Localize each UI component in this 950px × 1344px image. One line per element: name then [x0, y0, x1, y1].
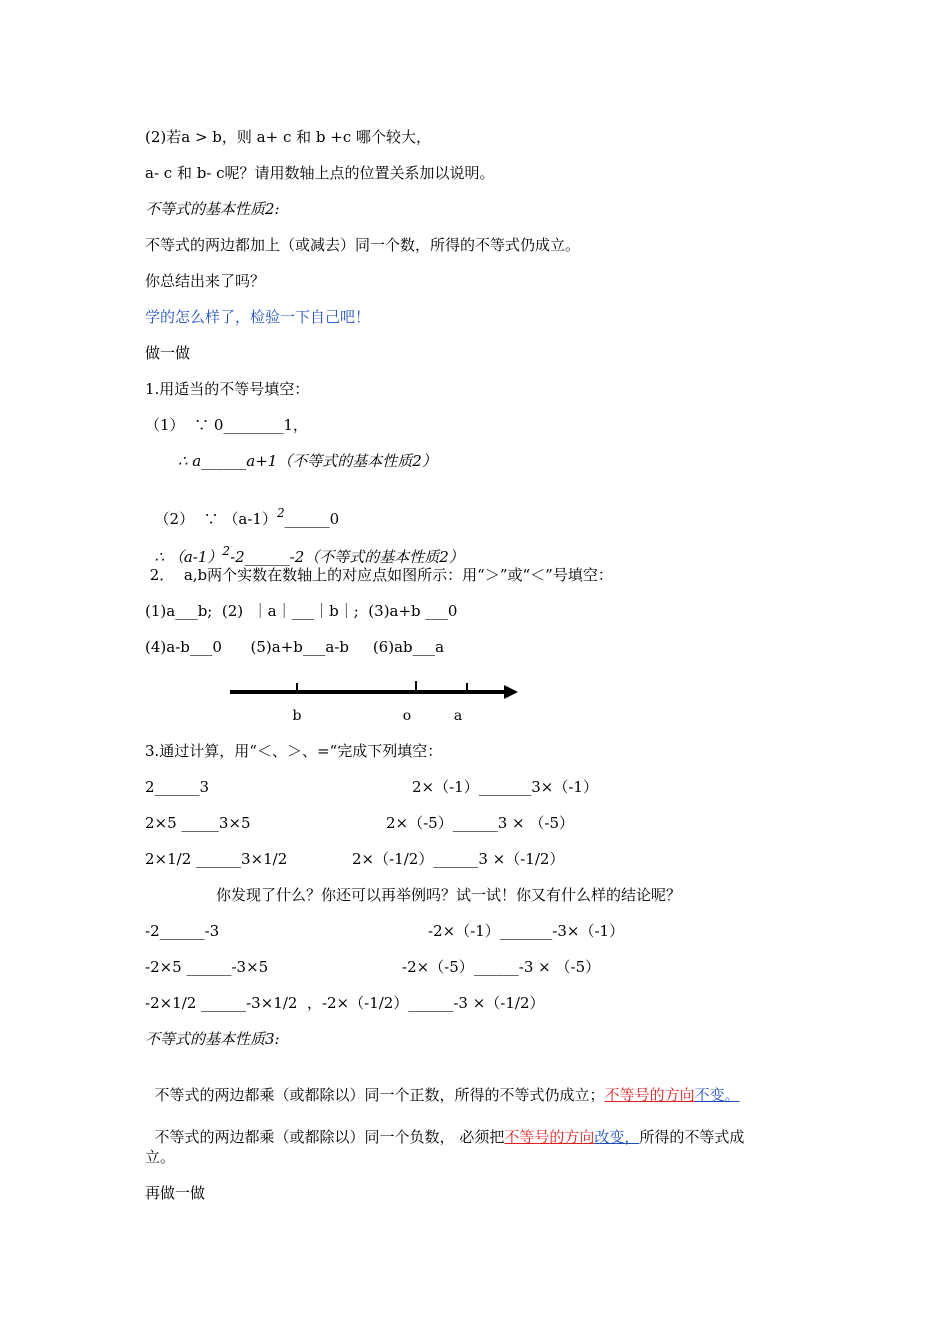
property-3-positive-highlight-red: 不等号的方向 [604, 1086, 695, 1104]
question-2-line2: a- c 和 b- c呢？请用数轴上点的位置关系加以说明。 [145, 164, 495, 182]
number-line-arrow [504, 685, 518, 699]
exercise-3-r5-left: -2×5 ______-3×5 [145, 958, 269, 976]
self-check-prompt: 学的怎么样了，检验一下自己吧！ [145, 308, 371, 326]
exercise-1-item-1-conclusion: ∴ a______a+1（不等式的基本性质2） [178, 452, 437, 470]
exercise-3-r1-right: 2×（-1）_______3×（-1） [412, 778, 598, 796]
conclusion-end: -2______-2（不等式的基本性质2） [230, 548, 464, 566]
exercise-1-item-2-end: ______0 [284, 510, 340, 528]
section-heading-practice-again: 再做一做 [145, 1184, 206, 1202]
property-3-positive-text: 不等式的两边都乘（或都除以）同一个正数，所得的不等式仍成立； [154, 1086, 605, 1104]
exercise-3-r4-left: -2______-3 [145, 922, 220, 940]
property-3-positive [145, 1065, 740, 1105]
label-a: a [453, 708, 463, 724]
section-heading-practice: 做一做 [145, 344, 191, 362]
property-2-title: 不等式的基本性质2: [145, 200, 280, 218]
property-3-negative-text-end: 所得的不等式成 [639, 1128, 745, 1146]
discovery-question: 你发现了什么？你还可以再举例吗？试一试！你又有什么样的结论呢？ [216, 886, 682, 904]
exercise-2-row-1: (1)a___b; (2) ｜a｜___｜b｜; (3)a+b ___0 [145, 602, 458, 620]
property-3-negative-highlight-red: 不等号的方向 [504, 1128, 595, 1146]
exponent: 2 [222, 544, 231, 558]
property-3-positive-highlight-blue: 不变。 [694, 1086, 740, 1104]
exercise-3-r4-right: -2×（-1）_______-3×（-1） [428, 922, 625, 940]
question-2-line1: (2)若a > b，则 a+ c 和 b +c 哪个较大， [145, 128, 431, 146]
conclusion-start: ∴ （a-1） [154, 548, 223, 566]
property-2-text: 不等式的两边都加上（或减去）同一个数，所得的不等式仍成立。 [145, 236, 581, 254]
exercise-3-r6: -2×1/2 ______-3×1/2 ，-2×（-1/2）______-3 ×（-1/2） [145, 994, 545, 1012]
property-3-negative [145, 1107, 744, 1147]
exercise-2-row-2: (4)a-b___0 (5)a+b___a-b (6)ab___a [145, 638, 445, 656]
exercise-1-item-1: （1） ∵ 0________1， [145, 416, 308, 434]
exercise-3-r1-left: 2______3 [145, 778, 210, 796]
exercise-3-r3-left: 2×1/2 ______3×1/2 [145, 850, 288, 868]
label-o: o [402, 708, 412, 724]
exercise-3-r5-right: -2×（-5）______-3 × （-5） [402, 958, 601, 976]
exercise-1-item-2-start: （2） ∵ （a-1） [154, 510, 277, 528]
property-3-negative-cont: 立。 [145, 1148, 176, 1166]
exercise-1-title: 1.用适当的不等号填空： [145, 380, 310, 398]
exercise-2-title: 2． a,b两个实数在数轴上的对应点如图所示：用“＞”或“＜”号填空： [145, 566, 613, 584]
summary-question: 你总结出来了吗？ [145, 272, 266, 290]
exercise-3-r2-left: 2×5 _____3×5 [145, 814, 251, 832]
exercise-3-title: 3.通过计算，用“＜、＞、=“完成下列填空： [145, 742, 443, 760]
property-3-negative-highlight-blue: 改变， [594, 1128, 640, 1146]
property-3-negative-text: 不等式的两边都乘（或都除以）同一个负数， 必须把 [154, 1128, 505, 1146]
exponent: 2 [276, 506, 285, 520]
label-b: b [292, 708, 302, 724]
property-3-title: 不等式的基本性质3: [145, 1030, 280, 1048]
exercise-3-r3-right: 2×（-1/2）______3 ×（-1/2） [352, 850, 565, 868]
exercise-3-r2-right: 2×（-5）______3 × （-5） [386, 814, 574, 832]
